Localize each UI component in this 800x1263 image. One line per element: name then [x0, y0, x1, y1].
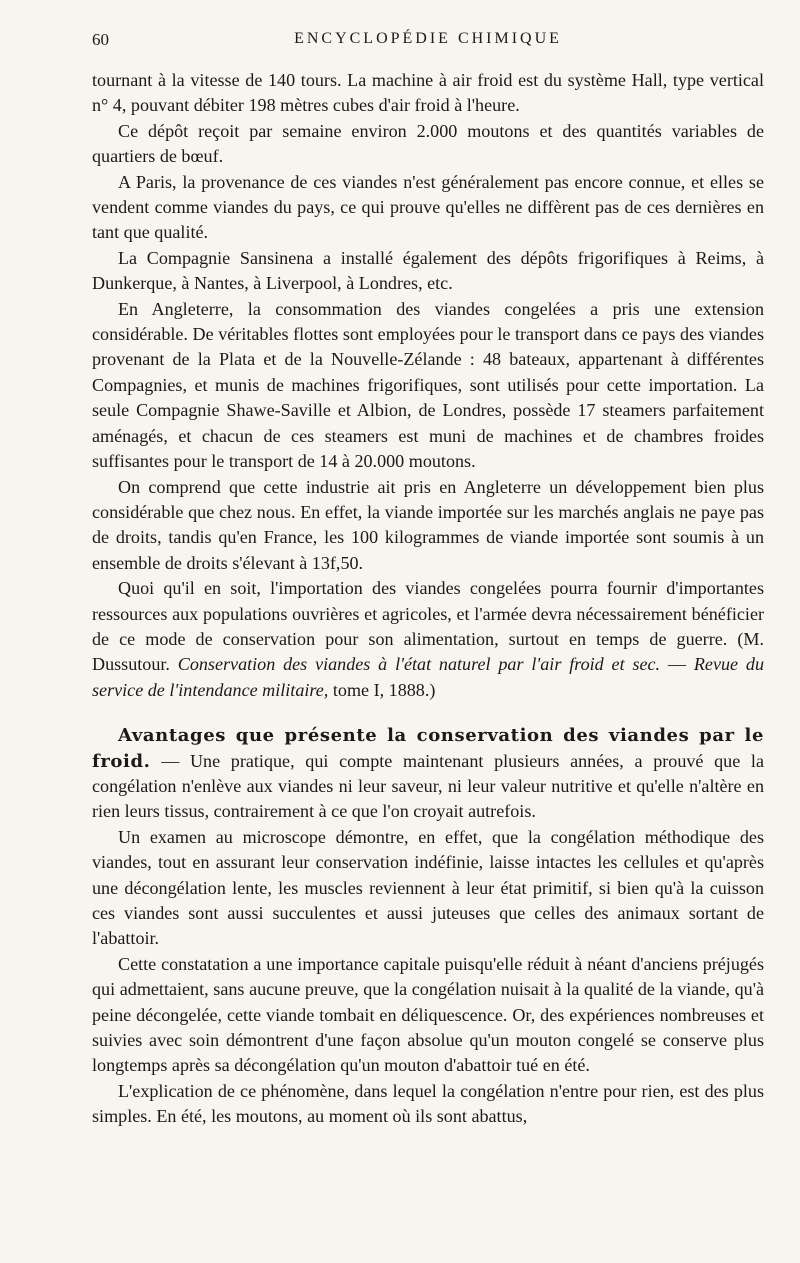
- page-number: 60: [92, 30, 109, 49]
- paragraph: L'explication de ce phénomène, dans lequel la congélation n'entre pour rien, est des plus simples. En été, les moutons, au moment où ils sont abattus,: [92, 1080, 764, 1127]
- paragraph: A Paris, la provenance de ces viandes n'est généralement pas encore connue, et elles se vendent comme viandes du pays, ce qui prouve qu'elles ne diffèrent pas de ces dernières en tant que qualité.: [92, 171, 764, 243]
- paragraph: On comprend que cette industrie ait pris en Angleterre un développement bien plus considérable que chez nous. En effet, la viande importée sur les marchés anglais ne paye pas de droits, tandis qu'en France, les 100 kilogrammes de viande importée sont soumis à un ensemble de droits s'élevant à 13f,50.: [92, 476, 764, 573]
- section-lead-text: — Une pratique, qui compte maintenant plusieurs années, a prouvé que la congélation n'enlève aux viandes ni leur saveur, ni leur valeur nutritive et qu'elle n'altère en rien leurs tissus, contrairement à ce que l'on croyait autrefois.: [92, 750, 764, 822]
- citation-text-end: tome I, 1888.): [332, 679, 436, 700]
- body-text: [92, 68, 764, 1130]
- paragraph: Un examen au microscope démontre, en effet, que la congélation méthodique des viandes, tout en assurant leur conservation indéfinie, laisse intactes les cellules et qu'après une décongélation lente, les muscles reviennent à leur état primitif, si bien qu'à la cuisson ces viandes sont aussi succulentes et aussi juteuses que celles des animaux sortant de l'abattoir.: [92, 826, 764, 949]
- section-paragraph: [92, 723, 764, 825]
- citation-dash: —: [660, 654, 694, 675]
- paragraph: tournant à la vitesse de 140 tours. La machine à air froid est du système Hall, type vertical n° 4, pouvant débiter 198 mètres cubes d'air froid à l'heure.: [92, 70, 764, 116]
- paragraph: Ce dépôt reçoit par semaine environ 2.000 moutons et des quantités variables de quartiers de bœuf.: [92, 120, 764, 167]
- running-title: ENCYCLOPÉDIE CHIMIQUE: [294, 30, 562, 47]
- paragraph-citation: [92, 576, 764, 703]
- paragraph: Cette constatation a une importance capitale puisqu'elle réduit à néant d'anciens préjugés qui admettaient, sans aucune preuve, que la congélation nuisait à la qualité de la viande, qu'à peine décongelée, cette viande tombait en déliquescence. Or, des expériences nombreuses et suivies avec soin démontrent d'une façon absolue qu'un mouton congelé se conserve plus longtemps après sa décongélation qu'un mouton d'abattoir tué en été.: [92, 953, 764, 1076]
- citation-journal: Revue du service de l'intendance militaire,: [92, 654, 765, 700]
- section-heading: Avantages que présente la conservation des viandes par le froid.: [92, 725, 764, 772]
- page-header: [92, 30, 764, 60]
- citation-title: Conservation des viandes à l'état naturel par l'air froid et sec.: [177, 654, 661, 675]
- paragraph: La Compagnie Sansinena a installé également des dépôts frigorifiques à Reims, à Dunkerque, à Nantes, à Liverpool, à Londres, etc.: [92, 247, 764, 294]
- paragraph: En Angleterre, la consommation des viandes congelées a pris une extension considérable. De véritables flottes sont employées pour le transport dans ce pays des viandes provenant de la Plata et de la Nouvelle-Zélande : 48 bateaux, appartenant à différentes Compagnies, et munis de machines frigorifiques, sont utilisés pour cette importation. La seule Compagnie Shawe-Saville et Albion, de Londres, possède 17 steamers parfaitement aménagés, et chacun de ces steamers est muni de machines et de chambres froides suffisantes pour le transport de 14 à 20.000 moutons.: [92, 298, 764, 472]
- citation-text-start: Quoi qu'il en soit, l'importation des viandes congelées pourra fournir d'importantes ressources aux populations ouvrières et agricoles, et l'armée devra nécessairement bénéficier de ce mode de conservation pour son alimentation, surtout en temps de guerre. (M. Dussutour.: [92, 578, 764, 675]
